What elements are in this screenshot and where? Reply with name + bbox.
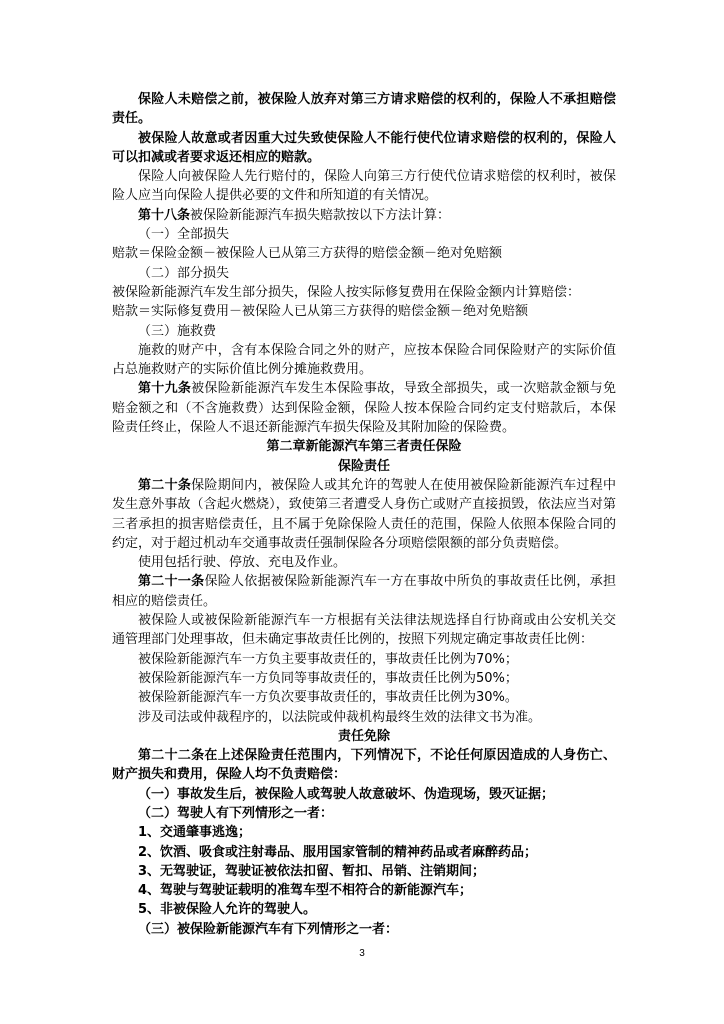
text-run: （一）全部损失 — [138, 227, 230, 243]
bold-text-run: 第十九条 — [138, 381, 192, 397]
bold-text-run: （二）驾驶人有下列情形之一者： — [138, 805, 334, 821]
text-run: 被保险新能源汽车发生本保险事故，导致全部损失，或一次赔款金额与免赔金额之和（不含施救费）达到保险金额，保险人按本保险合同约定支付赔款后，本保险责任终止，保险人不退还新能源汽车损失保险及其附加险的保险费。 — [112, 381, 616, 436]
text-run: 被保险新能源汽车发生部分损失，保险人按实际修复费用在保险金额内计算赔偿： — [112, 284, 581, 300]
text-run: 被保险新能源汽车一方负次要事故责任的，事故责任比例为30%。 — [138, 690, 518, 706]
bold-text-run: 第二章新能源汽车第三者责任保险 — [266, 439, 462, 455]
paragraph — [112, 572, 616, 611]
bold-text-run: 第二十一条 — [138, 574, 205, 590]
bold-text-run: 5、非被保险人允许的驾驶人。 — [138, 902, 317, 918]
paragraph — [112, 746, 616, 785]
paragraph — [112, 302, 616, 321]
bold-text-run: 3、无驾驶证，驾驶证被依法扣留、暂扣、吊销、注销期间； — [138, 863, 486, 879]
bold-text-run: 责任免除 — [337, 728, 390, 744]
paragraph — [112, 785, 616, 804]
paragraph — [112, 862, 616, 881]
paragraph — [112, 341, 616, 380]
bold-text-run: （一）事故发生后，被保险人或驾驶人故意破坏、伪造现场，毁灭证据； — [138, 786, 555, 802]
bold-text-run: 1、交通肇事逃逸； — [138, 825, 252, 841]
paragraph — [112, 167, 616, 206]
paragraph — [112, 843, 616, 862]
paragraph — [112, 688, 616, 707]
paragraph — [112, 129, 616, 168]
bold-text-run: 4、驾驶与驾驶证载明的准驾车型不相符合的新能源汽车； — [138, 883, 473, 899]
text-run: 使用包括行驶、停放、充电及作业。 — [138, 555, 347, 571]
text-run: 保险人向被保险人先行赔付的，保险人向第三方行使代位请求赔偿的权利时，被保险人应当向保险人提供必要的文件和所知道的有关情况。 — [112, 169, 616, 204]
bold-text-run: 第十八条 — [138, 207, 191, 223]
text-run: 涉及司法或仲裁程序的，以法院或仲裁机构最终生效的法律文书为准。 — [138, 709, 542, 725]
section-heading — [112, 437, 616, 456]
text-run: 被保险新能源汽车一方负主要事故责任的，事故责任比例为70%； — [138, 651, 518, 667]
bold-text-run: 第二十二条在上述保险责任范围内，下列情况下，不论任何原因造成的人身伤亡、财产损失和费用，保险人均不负责赔偿： — [112, 748, 616, 783]
paragraph — [112, 206, 616, 225]
text-run: 施救的财产中，含有本保险合同之外的财产，应按本保险合同保险财产的实际价值占总施救财产的实际价值比例分摊施救费用。 — [112, 342, 616, 378]
section-heading — [112, 457, 616, 476]
paragraph — [112, 881, 616, 900]
text-run: 被保险人或被保险新能源汽车一方根据有关法律法规选择自行协商或由公安机关交通管理部门处理事故，但未确定事故责任比例的，按照下列规定确定事故责任比例： — [112, 613, 616, 648]
page-number: 3 — [359, 948, 365, 959]
section-heading — [112, 727, 616, 746]
paragraph — [112, 90, 616, 129]
paragraph — [112, 476, 616, 553]
bold-text-run: 保险人未赔偿之前，被保险人放弃对第三方请求赔偿的权利的，保险人不承担赔偿责任。 — [112, 92, 616, 127]
bold-text-run: 保险责任 — [337, 458, 390, 474]
paragraph — [112, 244, 616, 263]
paragraph — [112, 650, 616, 669]
paragraph — [112, 900, 616, 919]
paragraph — [112, 264, 616, 283]
text-run: 被保险新能源汽车损失赔款按以下方法计算： — [190, 207, 451, 223]
paragraph — [112, 669, 616, 688]
paragraph — [112, 553, 616, 572]
text-run: 赔款＝实际修复费用－被保险人已从第三方获得的赔偿金额－绝对免赔额 — [112, 304, 529, 320]
paragraph — [112, 225, 616, 244]
paragraph — [112, 611, 616, 650]
bold-text-run: 第二十条 — [138, 477, 192, 493]
paragraph — [112, 920, 616, 939]
paragraph — [112, 283, 616, 302]
paragraph — [112, 823, 616, 842]
paragraph — [112, 379, 616, 437]
text-run: 保险人依据被保险新能源汽车一方在事故中所负的事故责任比例，承担相应的赔偿责任。 — [112, 574, 616, 609]
text-run: （二）部分损失 — [138, 265, 230, 281]
text-run: 保险期间内，被保险人或其允许的驾驶人在使用被保险新能源汽车过程中发生意外事故（含起火燃烧），致使第三者遭受人身伤亡或财产直接损毁，依法应当对第三者承担的损害赔偿责任，且不属于免除保险人责任的范围，保险人依照本保险合同的约定，对于超过机动车交通事故责任强制保险各分项赔偿限额的部分负责赔偿。 — [112, 477, 616, 551]
text-run: 赔款＝保险金额－被保险人已从第三方获得的赔偿金额－绝对免赔额 — [112, 246, 503, 262]
paragraph — [112, 708, 616, 727]
bold-text-run: 2、饮酒、吸食或注射毒品、服用国家管制的精神药品或者麻醉药品； — [138, 844, 538, 860]
paragraph — [112, 804, 616, 823]
paragraph — [112, 322, 616, 341]
text-run: （三）施救费 — [138, 323, 217, 339]
bold-text-run: 被保险人故意或者因重大过失致使保险人不能行使代位请求赔偿的权利的，保险人可以扣减或者要求返还相应的赔款。 — [112, 130, 616, 165]
text-run: 被保险新能源汽车一方负同等事故责任的，事故责任比例为50%； — [138, 670, 518, 686]
bold-text-run: （三）被保险新能源汽车有下列情形之一者： — [138, 921, 399, 937]
document-body — [112, 90, 616, 939]
